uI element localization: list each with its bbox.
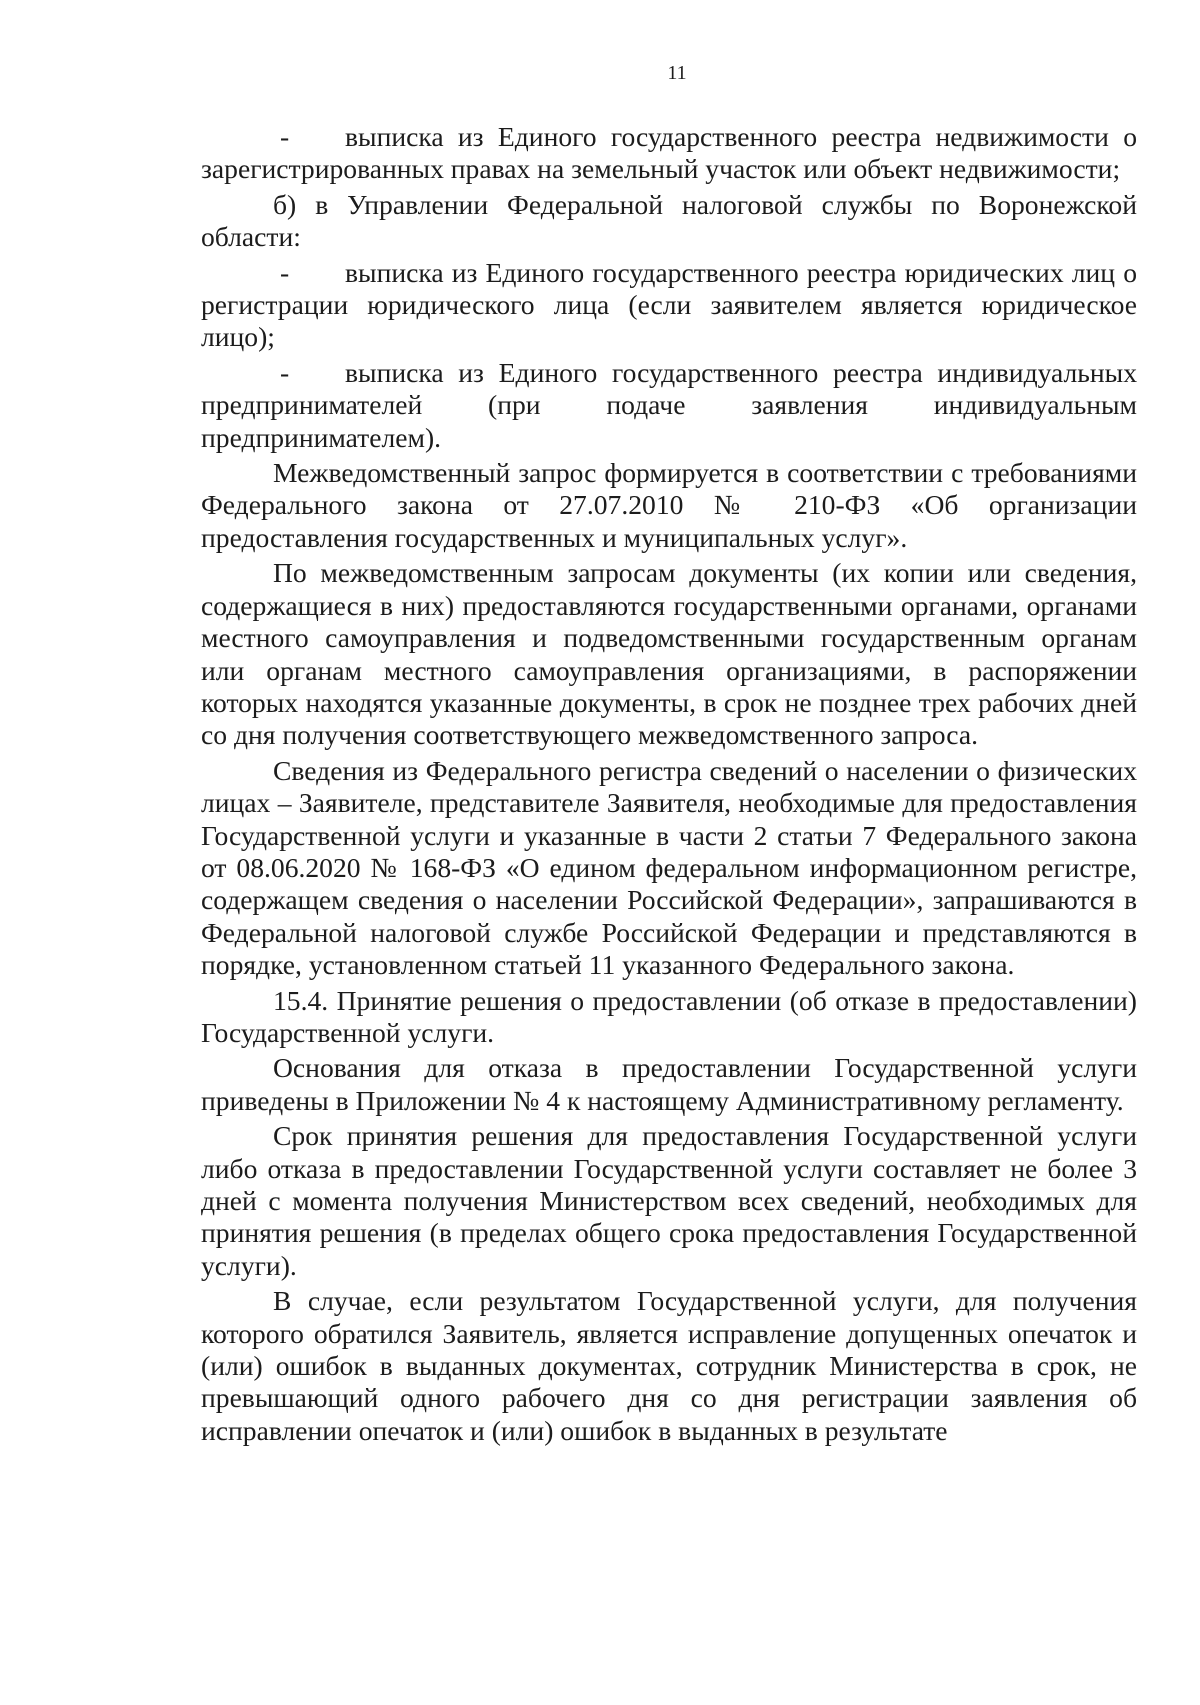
document-body	[201, 121, 1137, 1450]
paragraph-interagency-documents: По межведомственным запросам документы (их копии или сведения, содержащиеся в них) предоставляются государственными органами, органами местного самоуправления и подведомственными государственным органам или органам местного самоуправления организациями, в распоряжении которых находятся указанные документы, в срок не позднее трех рабочих дней со дня получения соответствующего межведомственного запроса.	[201, 557, 1137, 751]
paragraph-decision-term: Срок принятия решения для предоставления Государственной услуги либо отказа в предоставлении Государственной услуги составляет не более 3 дней с момента получения Министерством всех сведений, необходимых для принятия решения (в пределах общего срока предоставления Государственной услуги).	[201, 1120, 1137, 1281]
paragraph-text: выписка из Единого государственного реестра юридических лиц о регистрации юридического лица (если заявителем является юридическое лицо);	[201, 256, 1137, 353]
list-dash: -	[280, 121, 290, 152]
list-dash: -	[280, 256, 290, 288]
paragraph-text: выписка из Единого государственного реестра недвижимости о зарегистрированных правах на земельный участок или объект недвижимости;	[201, 121, 1137, 185]
paragraph-federal-register: Сведения из Федерального регистра сведений о населении о физических лицах – Заявителе, представителе Заявителя, необходимые для предоставления Государственной услуги и указанные в части 2 статьи 7 Федерального закона от 08.06.2020 № 168-ФЗ «О едином федеральном информационном регистре, содержащем сведения о населении Российской Федерации», запрашиваются в Федеральной налоговой службе Российской Федерации и представляются в порядке, установленном статьей 11 указанного Федерального закона.	[201, 754, 1137, 981]
section-heading-15-4: 15.4. Принятие решения о предоставлении (об отказе в предоставлении) Государственной услуги.	[201, 984, 1137, 1048]
page-number: 11	[667, 62, 687, 84]
paragraph-error-correction: В случае, если результатом Государственной услуги, для получения которого обратился Заявитель, является исправление допущенных опечаток и (или) ошибок в выданных документах, сотрудник Министерства в срок, не превышающий одного рабочего дня со дня регистрации заявления об исправлении опечаток и (или) ошибок в выданных в результате	[201, 1285, 1137, 1446]
list-dash: -	[280, 356, 290, 388]
paragraph-refusal-grounds: Основания для отказа в предоставлении Государственной услуги приведены в Приложении № 4 к настоящему Административному регламенту.	[201, 1052, 1137, 1116]
paragraph-egrn-extract	[201, 121, 1137, 186]
paragraph-tax-service: б) в Управлении Федеральной налоговой службы по Воронежской области:	[201, 188, 1137, 253]
paragraph-egrul-extract	[201, 257, 1137, 354]
paragraph-text: выписка из Единого государственного реестра индивидуальных предпринимателей (при подаче заявления индивидуальным предпринимателем).	[201, 356, 1137, 453]
paragraph-interagency-request: Межведомственный запрос формируется в соответствии с требованиями Федерального закона от 27.07.2010 № 210-ФЗ «Об организации предоставления государственных и муниципальных услуг».	[201, 457, 1137, 553]
paragraph-egrip-extract	[201, 357, 1137, 454]
